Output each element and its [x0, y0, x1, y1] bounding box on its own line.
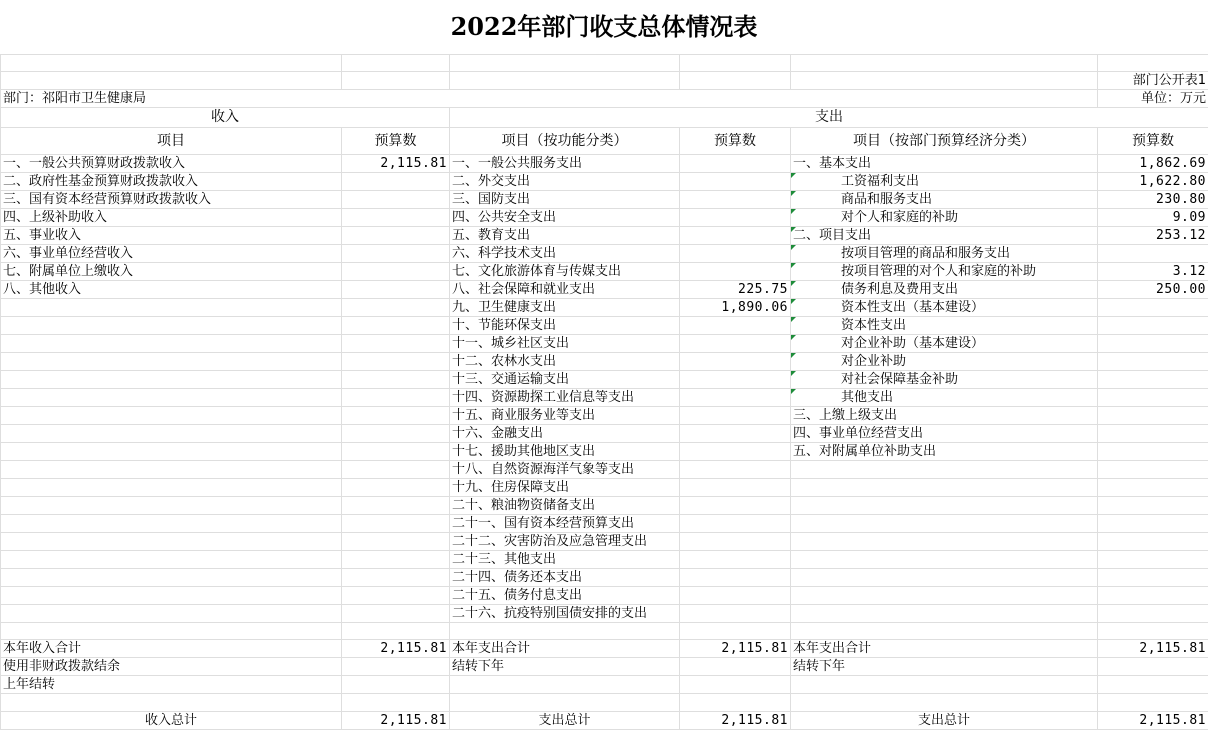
- income-item: [1, 605, 342, 623]
- table-row: [1, 425, 1208, 443]
- economic-item: 五、对附属单位补助支出: [791, 443, 1098, 461]
- department-name: 部门：祁阳市卫生健康局: [1, 90, 1098, 108]
- table-row: [1, 299, 1208, 317]
- spacer-row: [1, 55, 1208, 72]
- function-budget: [680, 317, 791, 335]
- economic-item: 对个人和家庭的补助: [791, 209, 1098, 227]
- table-row: [1, 533, 1208, 551]
- income-budget: [342, 245, 450, 263]
- economic-budget: [1098, 335, 1208, 353]
- function-item: 八、社会保障和就业支出: [450, 281, 680, 299]
- economic-item: 其他支出: [791, 389, 1098, 407]
- col-function-item: 项目（按功能分类）: [450, 128, 680, 155]
- economic-budget: 1,622.80: [1098, 173, 1208, 191]
- table-row: [1, 569, 1208, 587]
- economic-budget: [1098, 371, 1208, 389]
- economic-item: [791, 694, 1098, 712]
- economic-budget: [1098, 407, 1208, 425]
- income-item: [1, 371, 342, 389]
- table-row: [1, 371, 1208, 389]
- income-item: [1, 497, 342, 515]
- function-budget: [680, 389, 791, 407]
- function-budget: [680, 353, 791, 371]
- income-item: 四、上级补助收入: [1, 209, 342, 227]
- income-budget: [342, 371, 450, 389]
- function-budget: [680, 569, 791, 587]
- income-budget: [342, 353, 450, 371]
- col-economic-item: 项目（按部门预算经济分类）: [791, 128, 1098, 155]
- table-row: [1, 605, 1208, 623]
- function-item: 本年支出合计: [450, 640, 680, 658]
- economic-item: [791, 551, 1098, 569]
- income-item: [1, 299, 342, 317]
- function-item: 十六、金融支出: [450, 425, 680, 443]
- function-item: 五、教育支出: [450, 227, 680, 245]
- function-budget: [680, 587, 791, 605]
- income-item: 六、事业单位经营收入: [1, 245, 342, 263]
- economic-budget: [1098, 587, 1208, 605]
- economic-budget: [1098, 497, 1208, 515]
- function-budget: [680, 694, 791, 712]
- col-income-budget: 预算数: [342, 128, 450, 155]
- economic-budget: [1098, 461, 1208, 479]
- economic-item: [791, 623, 1098, 640]
- economic-budget: [1098, 389, 1208, 407]
- function-item: 四、公共安全支出: [450, 209, 680, 227]
- function-item: 十、节能环保支出: [450, 317, 680, 335]
- function-item: 十九、住房保障支出: [450, 479, 680, 497]
- economic-item: 按项目管理的商品和服务支出: [791, 245, 1098, 263]
- income-item: [1, 389, 342, 407]
- table-row: [1, 317, 1208, 335]
- expense-header: 支出: [450, 108, 1208, 128]
- function-item: 三、国防支出: [450, 191, 680, 209]
- income-budget: 2,115.81: [342, 640, 450, 658]
- section-header-row: [1, 108, 1208, 128]
- function-budget: 1,890.06: [680, 299, 791, 317]
- economic-budget: [1098, 605, 1208, 623]
- economic-budget: [1098, 551, 1208, 569]
- income-item: 七、附属单位上缴收入: [1, 263, 342, 281]
- function-budget: [680, 155, 791, 173]
- income-item: [1, 317, 342, 335]
- function-item: 十五、商业服务业等支出: [450, 407, 680, 425]
- economic-item: 工资福利支出: [791, 173, 1098, 191]
- function-budget: [680, 407, 791, 425]
- economic-item: 一、基本支出: [791, 155, 1098, 173]
- table-row: [1, 353, 1208, 371]
- income-item: [1, 694, 342, 712]
- function-grand-label: 支出总计: [450, 712, 680, 730]
- function-item: [450, 676, 680, 694]
- function-item: 七、文化旅游体育与传媒支出: [450, 263, 680, 281]
- function-budget: [680, 497, 791, 515]
- income-grand-value: 2,115.81: [342, 712, 450, 730]
- table-row: [1, 281, 1208, 299]
- function-item: 二十六、抗疫特别国债安排的支出: [450, 605, 680, 623]
- income-item: [1, 551, 342, 569]
- economic-budget: [1098, 443, 1208, 461]
- department-row: [1, 90, 1208, 108]
- economic-item: 按项目管理的对个人和家庭的补助: [791, 263, 1098, 281]
- function-budget: [680, 605, 791, 623]
- income-item: [1, 533, 342, 551]
- column-header-row: [1, 128, 1208, 155]
- economic-item: 对企业补助: [791, 353, 1098, 371]
- function-budget: [680, 191, 791, 209]
- economic-budget: [1098, 533, 1208, 551]
- budget-table: [0, 54, 1208, 730]
- income-item: [1, 587, 342, 605]
- income-budget: [342, 461, 450, 479]
- function-budget: [680, 551, 791, 569]
- function-budget: [680, 443, 791, 461]
- function-item: 二十二、灾害防治及应急管理支出: [450, 533, 680, 551]
- economic-budget: [1098, 694, 1208, 712]
- function-budget: [680, 533, 791, 551]
- function-budget: [680, 371, 791, 389]
- function-item: [450, 694, 680, 712]
- economic-item: [791, 533, 1098, 551]
- function-budget: 225.75: [680, 281, 791, 299]
- economic-item: 四、事业单位经营支出: [791, 425, 1098, 443]
- income-budget: [342, 533, 450, 551]
- function-item: 二十一、国有资本经营预算支出: [450, 515, 680, 533]
- table-row: [1, 497, 1208, 515]
- economic-budget: [1098, 658, 1208, 676]
- economic-item: [791, 515, 1098, 533]
- income-budget: [342, 443, 450, 461]
- income-budget: [342, 694, 450, 712]
- table-row: [1, 389, 1208, 407]
- income-item: 二、政府性基金预算财政拨款收入: [1, 173, 342, 191]
- function-item: 十七、援助其他地区支出: [450, 443, 680, 461]
- income-budget: [342, 425, 450, 443]
- economic-item: [791, 587, 1098, 605]
- function-grand-value: 2,115.81: [680, 712, 791, 730]
- function-item: 九、卫生健康支出: [450, 299, 680, 317]
- income-budget: [342, 551, 450, 569]
- economic-budget: [1098, 299, 1208, 317]
- function-item: 十一、城乡社区支出: [450, 335, 680, 353]
- income-budget: [342, 317, 450, 335]
- function-item: [450, 623, 680, 640]
- table-row: [1, 623, 1208, 640]
- function-budget: [680, 245, 791, 263]
- function-budget: [680, 515, 791, 533]
- function-item: 一、一般公共服务支出: [450, 155, 680, 173]
- income-budget: [342, 587, 450, 605]
- economic-item: 对企业补助（基本建设）: [791, 335, 1098, 353]
- economic-item: [791, 605, 1098, 623]
- function-budget: [680, 623, 791, 640]
- economic-item: 二、项目支出: [791, 227, 1098, 245]
- income-budget: [342, 497, 450, 515]
- function-item: 二、外交支出: [450, 173, 680, 191]
- economic-item: 对社会保障基金补助: [791, 371, 1098, 389]
- income-budget: 2,115.81: [342, 155, 450, 173]
- income-item: 本年收入合计: [1, 640, 342, 658]
- economic-budget: [1098, 515, 1208, 533]
- income-item: [1, 335, 342, 353]
- function-budget: [680, 425, 791, 443]
- function-item: 二十五、债务付息支出: [450, 587, 680, 605]
- economic-item: 债务利息及费用支出: [791, 281, 1098, 299]
- economic-item: [791, 497, 1098, 515]
- income-item: 上年结转: [1, 676, 342, 694]
- function-budget: [680, 479, 791, 497]
- table-row: [1, 335, 1208, 353]
- function-item: 二十、粮油物资储备支出: [450, 497, 680, 515]
- income-budget: [342, 281, 450, 299]
- economic-item: [791, 479, 1098, 497]
- income-item: [1, 461, 342, 479]
- col-economic-budget: 预算数: [1098, 128, 1208, 155]
- function-item: 十八、自然资源海洋气象等支出: [450, 461, 680, 479]
- income-item: [1, 353, 342, 371]
- economic-budget: 9.09: [1098, 209, 1208, 227]
- economic-item: 资本性支出（基本建设）: [791, 299, 1098, 317]
- economic-budget: 253.12: [1098, 227, 1208, 245]
- income-item: 一、一般公共预算财政拨款收入: [1, 155, 342, 173]
- col-function-budget: 预算数: [680, 128, 791, 155]
- table-row: [1, 515, 1208, 533]
- income-budget: [342, 173, 450, 191]
- form-number: 部门公开表1: [1098, 72, 1208, 90]
- function-budget: [680, 676, 791, 694]
- function-budget: [680, 209, 791, 227]
- income-budget: [342, 209, 450, 227]
- economic-budget: 2,115.81: [1098, 640, 1208, 658]
- income-item: 使用非财政拨款结余: [1, 658, 342, 676]
- income-budget: [342, 605, 450, 623]
- income-item: [1, 569, 342, 587]
- table-row: [1, 479, 1208, 497]
- total-row: [1, 694, 1208, 712]
- income-budget: [342, 676, 450, 694]
- economic-item: 商品和服务支出: [791, 191, 1098, 209]
- unit-label: 单位：万元: [1098, 90, 1208, 108]
- income-budget: [342, 623, 450, 640]
- table-row: [1, 209, 1208, 227]
- economic-budget: [1098, 569, 1208, 587]
- function-item: 二十三、其他支出: [450, 551, 680, 569]
- total-row: [1, 640, 1208, 658]
- function-budget: [680, 227, 791, 245]
- grand-total-row: [1, 712, 1208, 730]
- income-budget: [342, 658, 450, 676]
- income-item: 三、国有资本经营预算财政拨款收入: [1, 191, 342, 209]
- table-row: [1, 551, 1208, 569]
- economic-item: [791, 461, 1098, 479]
- economic-budget: [1098, 245, 1208, 263]
- function-item: 结转下年: [450, 658, 680, 676]
- table-row: [1, 191, 1208, 209]
- income-budget: [342, 299, 450, 317]
- economic-item: [791, 676, 1098, 694]
- income-budget: [342, 191, 450, 209]
- income-budget: [342, 263, 450, 281]
- income-budget: [342, 335, 450, 353]
- economic-grand-label: 支出总计: [791, 712, 1098, 730]
- income-budget: [342, 227, 450, 245]
- table-row: [1, 245, 1208, 263]
- income-budget: [342, 569, 450, 587]
- table-row: [1, 263, 1208, 281]
- economic-budget: [1098, 623, 1208, 640]
- income-item: [1, 479, 342, 497]
- function-budget: [680, 263, 791, 281]
- economic-budget: [1098, 425, 1208, 443]
- income-item: [1, 515, 342, 533]
- economic-budget: 3.12: [1098, 263, 1208, 281]
- function-budget: [680, 658, 791, 676]
- col-income-item: 项目: [1, 128, 342, 155]
- table-row: [1, 227, 1208, 245]
- income-budget: [342, 515, 450, 533]
- economic-budget: [1098, 317, 1208, 335]
- income-item: 八、其他收入: [1, 281, 342, 299]
- economic-grand-value: 2,115.81: [1098, 712, 1208, 730]
- form-number-row: [1, 72, 1208, 90]
- function-budget: [680, 461, 791, 479]
- function-item: 十四、资源勘探工业信息等支出: [450, 389, 680, 407]
- economic-item: [791, 569, 1098, 587]
- income-item: [1, 425, 342, 443]
- income-budget: [342, 479, 450, 497]
- income-budget: [342, 389, 450, 407]
- income-grand-label: 收入总计: [1, 712, 342, 730]
- income-budget: [342, 407, 450, 425]
- total-row: [1, 676, 1208, 694]
- economic-budget: [1098, 676, 1208, 694]
- economic-item: 资本性支出: [791, 317, 1098, 335]
- economic-budget: 230.80: [1098, 191, 1208, 209]
- table-row: [1, 173, 1208, 191]
- economic-budget: [1098, 479, 1208, 497]
- function-item: 六、科学技术支出: [450, 245, 680, 263]
- income-item: [1, 623, 342, 640]
- income-item: [1, 443, 342, 461]
- income-header: 收入: [1, 108, 450, 128]
- economic-budget: 1,862.69: [1098, 155, 1208, 173]
- function-item: 十三、交通运输支出: [450, 371, 680, 389]
- income-item: [1, 407, 342, 425]
- function-item: 二十四、债务还本支出: [450, 569, 680, 587]
- economic-budget: [1098, 353, 1208, 371]
- function-budget: [680, 335, 791, 353]
- table-row: [1, 155, 1208, 173]
- table-row: [1, 461, 1208, 479]
- table-row: [1, 443, 1208, 461]
- total-row: [1, 658, 1208, 676]
- economic-item: 结转下年: [791, 658, 1098, 676]
- economic-budget: 250.00: [1098, 281, 1208, 299]
- table-row: [1, 587, 1208, 605]
- function-budget: 2,115.81: [680, 640, 791, 658]
- function-item: 十二、农林水支出: [450, 353, 680, 371]
- table-row: [1, 407, 1208, 425]
- economic-item: 本年支出合计: [791, 640, 1098, 658]
- income-item: 五、事业收入: [1, 227, 342, 245]
- economic-item: 三、上缴上级支出: [791, 407, 1098, 425]
- function-budget: [680, 173, 791, 191]
- page-title: 2022年部门收支总体情况表: [0, 0, 1208, 54]
